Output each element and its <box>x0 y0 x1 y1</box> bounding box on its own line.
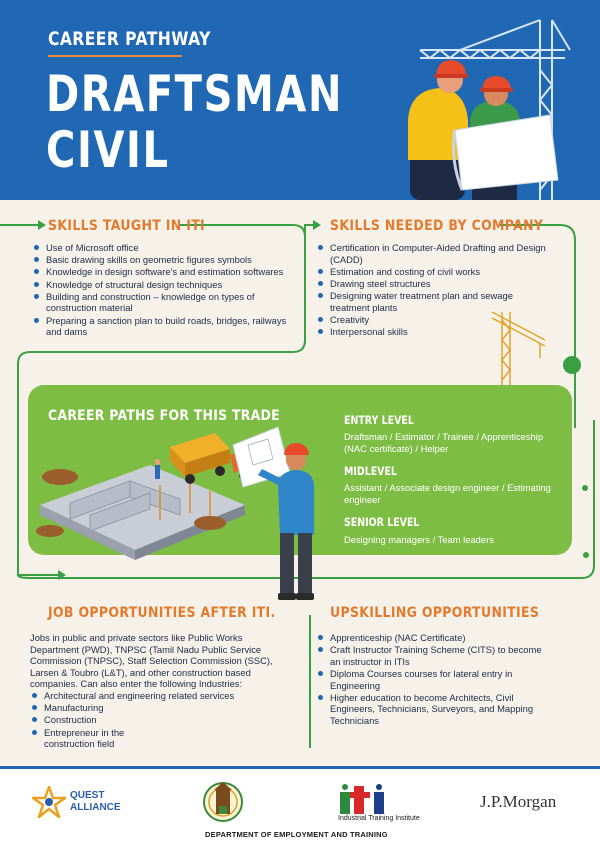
title-line-2: CIVIL <box>46 121 170 179</box>
list-item: Interpersonal skills <box>316 326 548 338</box>
list-item: Architectural and engineering related services <box>30 690 260 702</box>
job-industries-list <box>30 690 260 750</box>
upskilling-list <box>316 632 548 727</box>
quest-alliance-star-logo <box>32 786 66 818</box>
engineer-reading-plan-illustration <box>228 425 328 605</box>
list-item: Drawing steel structures <box>316 278 548 290</box>
list-item: Craft Instructor Training Scheme (CITS) to become an instructor in ITIs <box>316 644 548 667</box>
list-item: Construction <box>30 714 260 726</box>
list-item: Basic drawing skills on geometric figures symbols <box>32 254 294 266</box>
list-item: Estimation and costing of civil works <box>316 266 548 278</box>
iti-caption: Industrial Training Institute <box>338 815 420 822</box>
skills-iti-title: SKILLS TAUGHT IN ITI <box>48 218 206 234</box>
list-item: Preparing a sanction plan to build roads, bridges, railways and dams <box>32 315 294 338</box>
senior-level-text: Designing managers / Team leaders <box>344 534 494 545</box>
quest-line-2: ALLIANCE <box>70 802 121 813</box>
senior-level-title: SENIOR LEVEL <box>344 515 420 529</box>
list-item: Building and construction – knowledge on types of construction material <box>32 291 294 314</box>
career-pathway-label: CAREER PATHWAY <box>48 28 211 50</box>
entry-level-title: ENTRY LEVEL <box>344 413 414 427</box>
list-item: Knowledge in design software's and estimation softwares <box>32 266 294 278</box>
career-paths-title: CAREER PATHS FOR THIS TRADE <box>48 408 280 424</box>
list-item: Higher education to become Architects, Civil Engineers, Technicians, Surveyors, and Mapping Technicians <box>316 692 548 727</box>
list-item: Entrepreneur in the construction field <box>30 727 150 750</box>
jpmorgan-logo: J.P.Morgan <box>480 792 557 811</box>
list-item: Designing water treatment plan and sewage treatment plants <box>316 290 548 313</box>
skills-company-list <box>316 242 548 338</box>
list-item: Diploma Courses courses for lateral entry in Engineering <box>316 668 516 691</box>
entry-level-text: Draftsman / Estimator / Trainee / Apprenticeship (NAC certificate) / Helper <box>344 431 544 454</box>
list-item: Creativity <box>316 314 548 326</box>
header-banner <box>0 0 600 200</box>
skills-iti-list <box>32 242 294 338</box>
list-item: Knowledge of structural design techniques <box>32 279 294 291</box>
tamil-nadu-emblem <box>203 776 243 828</box>
header-underline <box>48 55 182 57</box>
title-line-1: DRAFTSMAN <box>46 65 344 123</box>
list-item: Certification in Computer-Aided Drafting and Design (CADD) <box>316 242 548 265</box>
quest-line-1: QUEST <box>70 790 105 801</box>
list-item: Apprenticeship (NAC Certificate) <box>316 632 548 644</box>
page-title <box>46 66 343 178</box>
job-opportunities-title: JOB OPPORTUNITIES AFTER ITI. <box>48 605 276 621</box>
department-name: DEPARTMENT OF EMPLOYMENT AND TRAINING <box>205 830 388 839</box>
mid-level-title: MIDLEVEL <box>344 464 397 478</box>
upskilling-title: UPSKILLING OPPORTUNITIES <box>330 605 540 621</box>
job-opportunities-intro: Jobs in public and private sectors like Public Works Department (PWD), TNPSC (Tamil Nadu Public Service Commission (TNPSC), Staff Selection Commission (SSC), Larsen & Toubro (L&T), and other construction based companies. Can also enter the following Industries: <box>30 632 273 690</box>
engineers-with-blueprint-illustration <box>400 10 600 200</box>
iti-logo <box>338 784 400 814</box>
list-item: Use of Microsoft office <box>32 242 294 254</box>
mid-level-text: Assistant / Associate design engineer / Estimating engineer <box>344 482 551 505</box>
skills-company-title: SKILLS NEEDED BY COMPANY <box>330 218 544 234</box>
list-item: Manufacturing <box>30 702 260 714</box>
quest-alliance-logo-text <box>70 790 121 814</box>
